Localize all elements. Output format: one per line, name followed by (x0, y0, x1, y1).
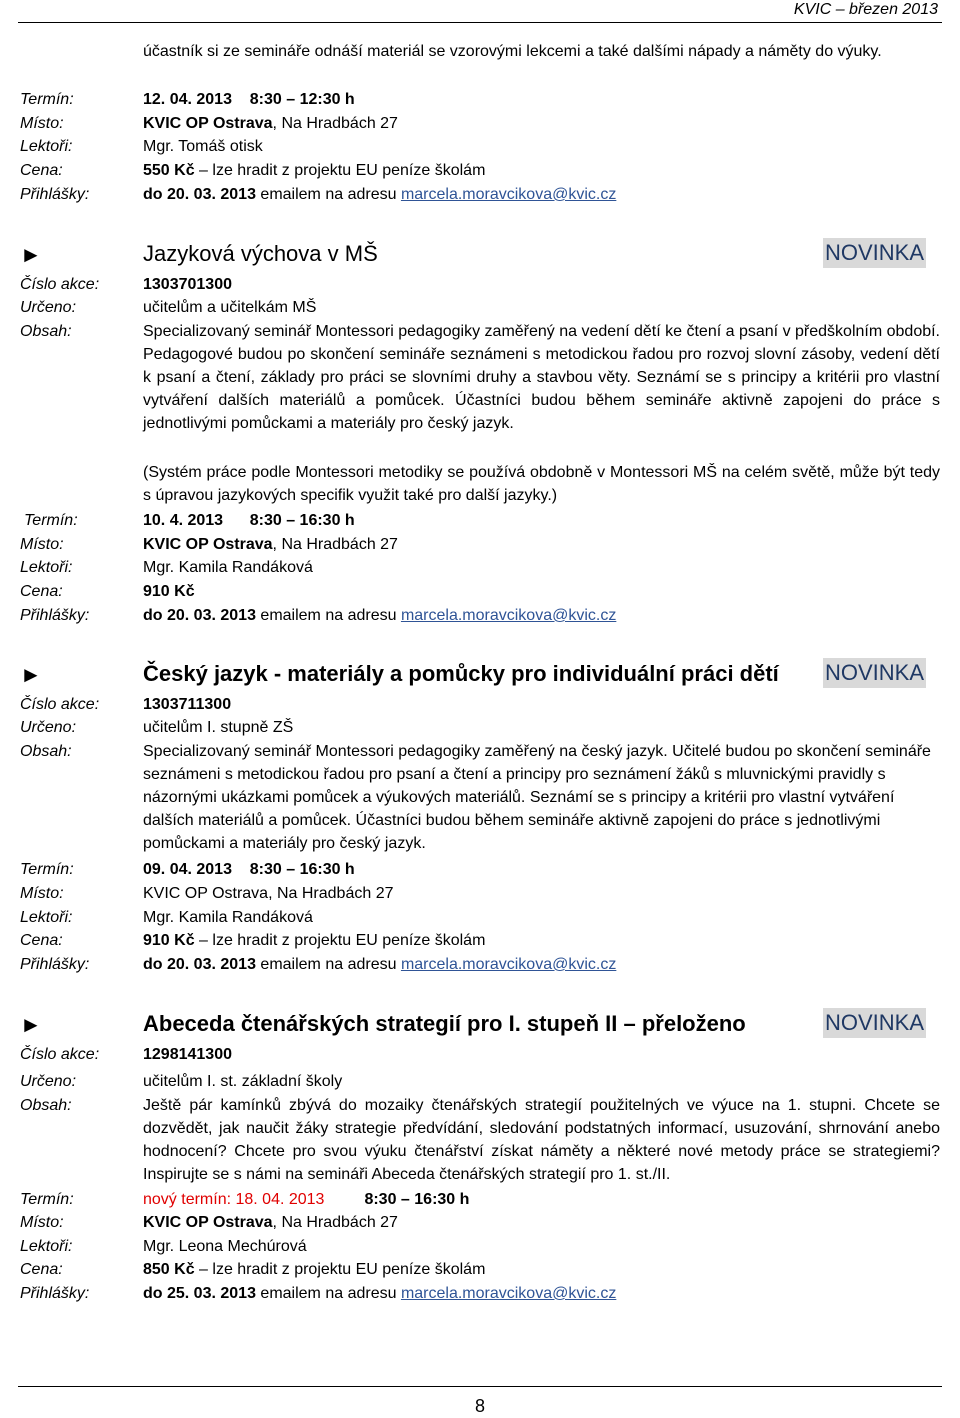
novinka-badge: NOVINKA (823, 658, 926, 688)
footer-rule (18, 1386, 942, 1387)
course-heading (20, 660, 926, 690)
course-title: Jazyková výchova v MŠ (143, 241, 378, 266)
course-heading (20, 1010, 926, 1040)
header-rule (18, 22, 942, 23)
arrow-bullet-icon: ► (20, 662, 42, 687)
new-date-label: nový termín: 18. 04. 2013 (143, 1191, 325, 1208)
running-header: KVIC – březen 2013 (793, 1, 938, 18)
course-heading (20, 240, 926, 270)
email-link[interactable]: marcela.moravcikova@kvic.cz (400, 1285, 617, 1302)
obsah-text: Specializovaný seminář Montessori pedagogiky zaměřený na vedení dětí ke čtení a psaní v předškolním období. Pedagogové budou po skončení semináře seznámeni s metodickou řadou pro rozvoj slovní zásoby, vedení dětí k psaní a čtení, základy pro práci se slovními druhy a stavbou věty. Seznámí se s principy a kritérii pro vlastní vytváření dalších materiálů a pomůcek. Účastníci budou během semináře aktivně zapojeni do práce s jednotlivými pomůckami a materiály pro český jazyk. (143, 323, 940, 432)
email-link[interactable]: marcela.moravcikova@kvic.cz (400, 956, 617, 973)
email-link[interactable]: marcela.moravcikova@kvic.cz (400, 607, 617, 624)
arrow-bullet-icon: ► (20, 242, 42, 267)
arrow-bullet-icon: ► (20, 1012, 42, 1037)
termin-value: 12. 04. 2013 8:30 – 12:30 h (143, 91, 355, 108)
email-link[interactable]: marcela.moravcikova@kvic.cz (400, 186, 617, 203)
obsah-text: Specializovaný seminář Montessori pedagogiky zaměřený na český jazyk. Učitelé budou po skončení semináře seznámeni s metodickou řadou pro psaní a čtení a principy pro seznámení žáků s mluvnickými pravidly s názornými ukázkami pomůcek a výukových materiálů. Seznámí se s principy a kritérii pro vlastní vytváření dalších materiálů a pomůcek. Účastníci budou během semináře aktivně zapojeni do práce s jednotlivými pomůckami a materiály pro český jazyk. (143, 743, 931, 852)
page-number: 8 (474, 1396, 485, 1416)
course-title: Český jazyk - materiály a pomůcky pro individuální práci dětí (143, 661, 779, 686)
course-title: Abeceda čtenářských strategií pro I. stupeň II – přeloženo (143, 1011, 746, 1036)
document-page: KVIC – březen 2013 účastník si ze semináře odnáší materiál se vzorovými lekcemi a také dalšími nápady a náměty do výuky. Termín: 12. 04. 2013 8:30 – 12:30 h Místo: KVIC OP Ostrava, Na Hradbách 27 Lektoři: Mgr. Tomáš otisk Cena: 550 Kč – lze hradit z projektu EU peníze školám Přihlášky: do 20. 03. 2013 emailem na adresu marcela.moravcikova@kvic.cz ► Jazyková výchova v MŠ NOVINKA Číslo akce: 1303701300 Určeno: učitelům a učitelkám MŠ Obsah: Specializovaný seminář Montessori pedagogiky zaměřený na vedení dětí ke čtení a psaní v předškolním období. Pedagogové budou po skončení semináře seznámeni s metodickou řadou pro rozvoj slovní zásoby, vedení dětí k psaní a čtení, základy pro práci se slovními druhy a stavbou věty. Seznámí se s principy a kritérii pro vlastní vytváření dalších materiálů a pomůcek. Účastníci budou během semináře aktivně zapojeni do práce s jednotlivými pomůckami a materiály pro český jazyk. (Systém práce podle Montessori metodiky se používá obdobně v Montessori MŠ na celém světě, může být tedy s úpravou jazykových specifik využit také pro další jazyky.) Termín: 10. 4. 2013 8:30 – 16:30 h Místo: KVIC OP Ostrava, Na Hradbách 27 Lektoři: Mgr. Kamila Randáková Cena: 910 Kč Přihlášky: do 20. 03. 2013 emailem na adresu marcela.moravcikova@kvic.cz ► Český jazyk - materiály a pomůcky pro individuální práci dětí NOVINKA Číslo akce: 1303711300 Určeno: učitelům I. stupně ZŠ Obsah: Specializovaný seminář Montessori pedagogiky zaměřený na český jazyk. Učitelé budou po skončení semináře seznámeni s metodickou řadou pro psaní a čtení a principy pro seznámení žáků s mluvnickými pravidly s názornými ukázkami pomůcek a výukových materiálů. Seznámí se s principy a kritérii pro vlastní vytváření dalších materiálů a pomůcek. Účastníci budou během semináře aktivně zapojeni do práce s jednotlivými pomůckami a materiály pro český jazyk. Termín: 09. 04. 2013 8:30 – 16:30 h Místo: KVIC OP Ostrava, Na Hradbách 27 Lektoři: Mgr. Kamila Randáková Cena: 910 Kč – lze hradit z projektu EU peníze školám Přihlášky: do 20. 03. 2013 emailem na adresu marcela.moravcikova@kvic.cz ► Abeceda čtenářských strategií pro I. stupeň II – přeloženo NOVINKA Číslo akce: 1298141300 Určeno: učitelům I. st. základní školy Obsah: Ještě pár kamínků zbývá do mozaiky čtenářských strategií použitelných ve výuce na 1. stupni. Chcete se dozvědět, jak naučit žáky strategie předvídání, sledování podstatných informací, usuzování, shrnování anebo hodnocení? Chcete pro svou výuku čtenářství získat náměty a některé nové metody práce se strategiemi? Inspirujte se s námi na semináři Abeceda čtenářských strategií pro 1. st./II. Termín: nový termín: 18. 04. 2013 8:30 – 16:30 h Místo: KVIC OP Ostrava, Na Hradbách 27 Lektoři: Mgr. Leona Mechúrová Cena: 850 Kč – lze hradit z projektu EU peníze školám Přihlášky: do 25. 03. 2013 emailem na adresu marcela.moravcikova@kvic.cz 8 (0, 0, 960, 1418)
termin-label: Termín: (20, 91, 74, 108)
novinka-badge: NOVINKA (823, 238, 926, 268)
novinka-badge: NOVINKA (823, 1008, 926, 1038)
obsah-text: Ještě pár kamínků zbývá do mozaiky čtenářských strategií použitelných ve výuce na 1. stupni. Chcete se dozvědět, jak naučit žáky strategie předvídání, sledování podstatných informací, usuzování, shrnování anebo hodnocení? Chcete pro svou výuku čtenářství získat náměty a některé nové metody práce se strategiemi? Inspirujte se s námi na semináři Abeceda čtenářských strategií pro 1. st./II. (143, 1097, 940, 1183)
